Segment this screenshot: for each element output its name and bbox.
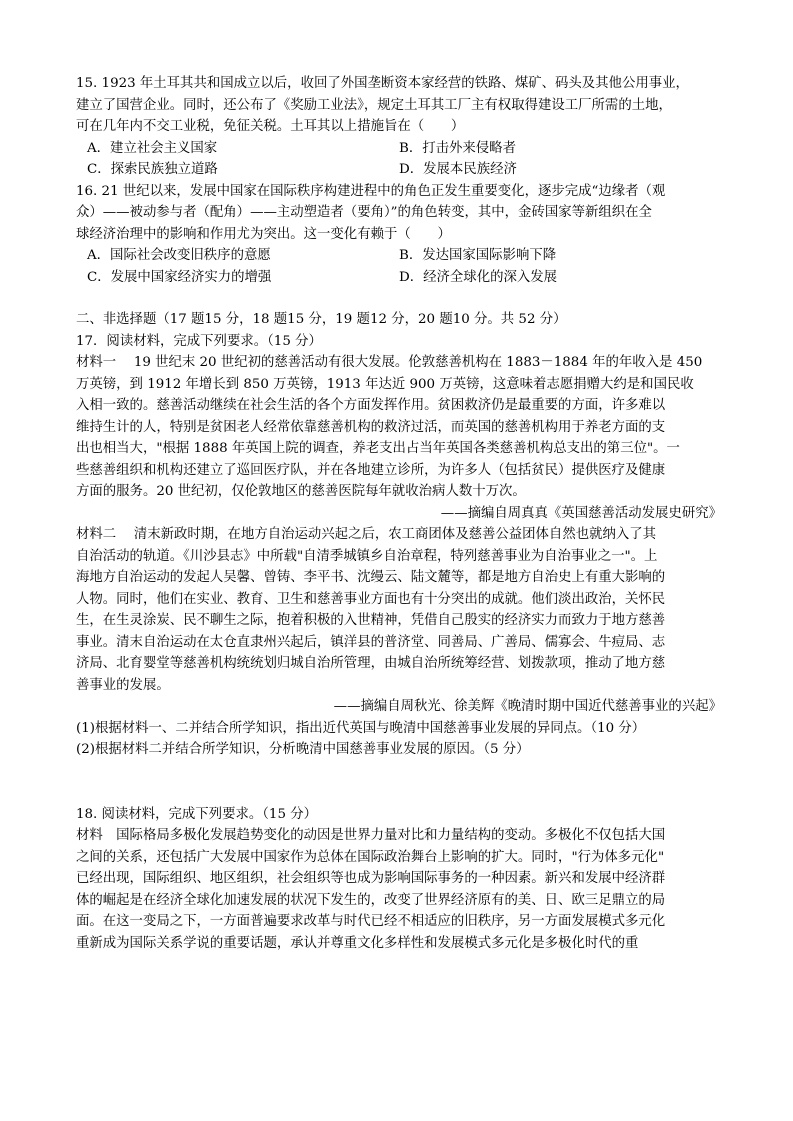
option-c[interactable]: C．发展中国家经济实力的增强 bbox=[87, 269, 272, 285]
material-line: 些慈善组织和机构还建立了巡回医疗队，并在各地建立诊所，为许多人（包括贫民）提供医疗及健康 bbox=[76, 462, 666, 478]
option-b[interactable]: B．打击外来侵略者 bbox=[399, 140, 516, 156]
material-line: 济局、北育婴堂等慈善机构统统划归城自治所管理，由城自治所统筹经营、划拨款项，推动了地方慈 bbox=[76, 656, 666, 671]
material-line: 材料 国际格局多极化发展趋势变化的动因是世界力量对比和力量结构的变动。多极化不仅包括大国 bbox=[76, 828, 666, 843]
material-line: 生，在生灵涂炭、民不聊生之际，抱着积极的入世精神，凭借自己殷实的经济实力而致力于地方慈善 bbox=[76, 613, 666, 628]
material-line: 出也相当大，"根据 1888 年英国上院的调查，养老支出占当年英国各类慈善机构总支出的第三位"。一 bbox=[76, 441, 680, 456]
material-line: 入相一致的。慈善活动继续在社会生活的各个方面发挥作用。贫困救济仍是最重要的方面，许多难以 bbox=[76, 398, 666, 413]
material-line: 体的崛起是在经济全球化加速发展的状况下发生的，改变了世界经济原有的美、日、欧三足鼎立的局 bbox=[76, 892, 666, 908]
section-title: 二、非选择题（17 题15 分，18 题15 分，19 题12 分，20 题10 分。共 52 分） bbox=[76, 312, 567, 327]
question-header: 17．阅读材料，完成下列要求。（15 分） bbox=[76, 333, 322, 349]
question-header: 18. 阅读材料，完成下列要求。（15 分） bbox=[76, 806, 318, 822]
material-line: 方面的服务。20 世纪初，仅伦敦地区的慈善医院每年就收治病人数十万次。 bbox=[76, 484, 526, 499]
material-line: 海地方自治运动的发起人吴馨、曾铸、李平书、沈缦云、陆文麓等，都是地方自治史上有重大影响的 bbox=[76, 570, 666, 585]
exam-page bbox=[76, 73, 722, 954]
question-stem-line: 建立了国营企业。同时，还公布了《奖励工业法》，规定土耳其工厂主有权取得建设工厂所需的土地， bbox=[76, 97, 672, 113]
option-b[interactable]: B．发达国家国际影响下降 bbox=[399, 248, 557, 263]
material-line: 之间的关系，还包括广大发展中国家作为总体在国际政治舞台上影响的扩大。同时，"行为体多元化" bbox=[76, 849, 665, 865]
spacer bbox=[76, 761, 722, 804]
option-a[interactable]: A．国际社会改变旧秩序的意愿 bbox=[87, 248, 271, 263]
question-16 bbox=[76, 181, 722, 289]
question-stem-line: 15. 1923 年土耳其共和国成立以后，收回了外国垄断资本家经营的铁路、煤矿、码头及其他公用事业， bbox=[76, 76, 689, 91]
option-a[interactable]: A．建立社会主义国家 bbox=[87, 140, 218, 156]
spacer bbox=[76, 288, 722, 309]
sub-question: (1)根据材料一、二并结合所学知识，指出近代英国与晚清中国慈善事业发展的异同点。（10 分） bbox=[76, 720, 646, 736]
material-line: 重新成为国际关系学说的重要话题，承认并尊重文化多样性和发展模式多元化是多极化时代的重 bbox=[76, 935, 639, 951]
material-line: 万英镑，到 1912 年增长到 850 万英镑，1913 年达近 900 万英镑，这意味着志愿捐赠大约是和国民收 bbox=[76, 376, 694, 392]
question-stem-line: 众）——被动参与者（配角）——主动塑造者（要角）”的角色转变，其中，金砖国家等新组织在全 bbox=[76, 205, 652, 220]
question-18 bbox=[76, 804, 722, 955]
question-stem-line: 16. 21 世纪以来，发展中国家在国际秩序构建进程中的角色正发生重要变化，逐步完成“边缘者（观 bbox=[76, 183, 666, 199]
material-line: 材料一 19 世纪末 20 世纪初的慈善活动有很大发展。伦敦慈善机构在 1883－1884 年的年收入是 450 bbox=[76, 355, 703, 370]
sub-question: (2)根据材料二并结合所学知识，分析晚清中国慈善事业发展的原因。（5 分） bbox=[76, 742, 530, 757]
material-line: 善事业的发展。 bbox=[76, 677, 170, 693]
question-17 bbox=[76, 331, 722, 761]
material-line: 材料二 清末新政时期，在地方自治运动兴起之后，农工商团体及慈善公益团体自然也就纳入了其 bbox=[76, 527, 657, 542]
material-line: 已经出现，国际组织、地区组织，社会组织等也成为影响国际事务的一种因素。新兴和发展中经济群 bbox=[76, 871, 666, 886]
option-d[interactable]: D．经济全球化的深入发展 bbox=[399, 269, 558, 285]
material-line: 事业。清末自治运动在太仓直隶州兴起后，镇洋县的普济堂、同善局、广善局、儒寡会、牛痘局、志 bbox=[76, 634, 666, 650]
material-source: ——摘编自周真真《英国慈善活动发展史研究》 bbox=[440, 505, 722, 521]
material-line: 面。在这一变局之下，一方面普遍要求改革与时代已经不相适应的旧秩序，另一方面发展模式多元化 bbox=[76, 914, 666, 929]
question-stem-line: 可在几年内不交工业税，免征关税。土耳其以上措施旨在（ ） bbox=[76, 119, 465, 134]
material-line: 人物。同时，他们在实业、教育、卫生和慈善事业方面也有十分突出的成就。他们淡出政治，关怀民 bbox=[76, 591, 666, 607]
material-line: 自治活动的轨道。《川沙县志》中所载"自清季城镇乡自治章程，特列慈善事业为自治事业之一"。上 bbox=[76, 548, 658, 564]
option-d[interactable]: D．发展本民族经济 bbox=[399, 162, 517, 177]
material-source: ——摘编自周秋光、徐美辉《晚清时期中国近代慈善事业的兴起》 bbox=[333, 699, 722, 714]
material-line: 维持生计的人，特别是贫困老人经常依靠慈善机构的救济过活，而英国的慈善机构用于养老方面的支 bbox=[76, 419, 666, 435]
question-15 bbox=[76, 73, 722, 181]
question-stem-line: 球经济治理中的影响和作用尤为突出。这一变化有赖于（ ） bbox=[76, 226, 451, 242]
option-c[interactable]: C．探索民族独立道路 bbox=[87, 162, 218, 177]
